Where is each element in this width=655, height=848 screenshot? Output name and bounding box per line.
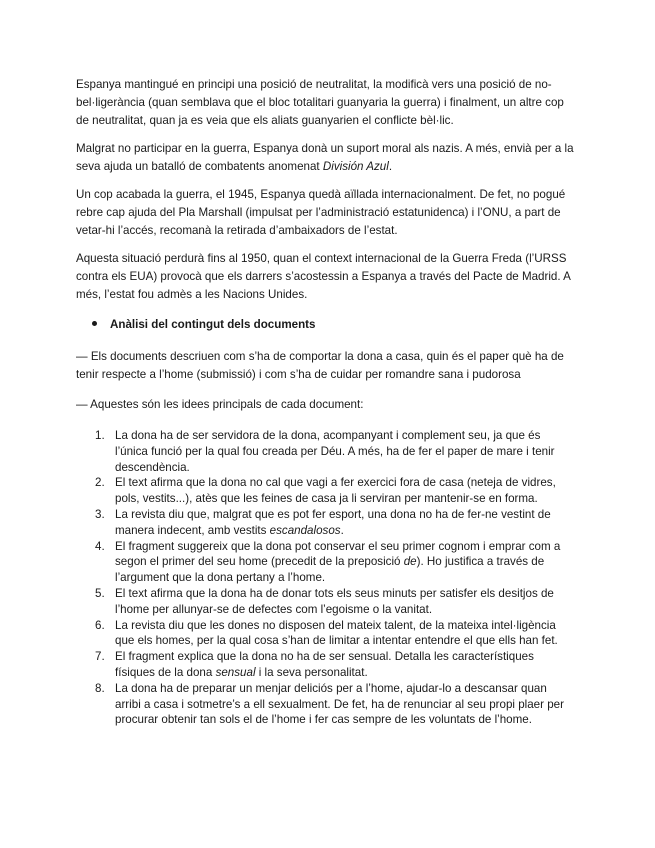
list-item: [95, 618, 575, 650]
list-item: [95, 539, 575, 586]
list-item-text: El fragment explica que la dona no ha de ser sensual. Detalla les característiques físiques de la dona: [115, 650, 534, 679]
list-item-emphasis: sensual: [215, 665, 256, 679]
list-item-number: 2.: [95, 476, 105, 490]
list-item-number: 1.: [95, 429, 105, 442]
list-item: [95, 586, 575, 618]
list-item: [95, 428, 575, 475]
list-item-number: 6.: [95, 618, 105, 632]
list-item-text: La dona ha de preparar un menjar deliciós per a l’home, ajudar-lo a descansar quan arribi a casa i sotmetre’s a ell sexualment. De fet, ha de renunciar al seu propi plaer per procurar obtenir tan sols el de l’home i fer cas sempre de les voluntats de l’home.: [115, 681, 564, 727]
list-item-emphasis: escandalosos: [269, 523, 341, 537]
list-item-number: 5.: [95, 586, 105, 600]
paragraph-neutrality: Espanya mantingué en principi una posició de neutralitat, la modificà vers una posició de no-bel·ligerància (quan semblava que el bloc totalitari guanyaria la guerra) i finalment, un altre cop de neutralitat, quan ja es veia que els aliats guanyarien el conflicte bèl·lic.: [76, 78, 564, 127]
paragraph-end-dot: .: [388, 160, 393, 173]
list-item-text: El fragment suggereix que la dona pot conservar el seu primer cognom i emprar com a segon el primer del seu home (precedit de la preposició: [115, 539, 561, 569]
paragraph-cold-war: Aquesta situació perdurà fins al 1950, quan el context internacional de la Guerra Freda (l’URSS contra els EUA) provocà que els darrers s’acostessin a Espanya a través del Pacte de Madrid. A més, l’estat fou admès a les Nacions Unides.: [76, 252, 571, 301]
list-item-number: 3.: [95, 507, 105, 521]
list-item-text-end: ). Ho justifica a través de l’argument que la dona pertany a l’home.: [115, 555, 545, 585]
list-item-text-end: i la seva personalitat.: [255, 665, 368, 679]
dash-paragraph-intro: — Aquestes són les idees principals de cada document:: [76, 398, 364, 411]
paragraph-support-nazis: [76, 140, 576, 176]
paragraph-support-nazis-text: Malgrat no participar en la guerra, Espanya donà un suport moral als nazis. A més, envià per a la seva ajuda un batalló de combatents anomenat: [76, 142, 574, 173]
list-item: [95, 681, 575, 728]
list-item: [95, 507, 575, 539]
list-item-text: La dona ha de ser servidora de la dona, acompanyant i complement seu, ja que és l’única funció per la qual fou creada per Déu. A més, ha de fer el paper de mare i tenir descendència.: [115, 429, 555, 474]
list-item-text: La revista diu que les dones no disposen del mateix talent, de la mateixa intel·ligència que els homes, per la qual cosa s’han de limitar a intentar entendre el que ells han fet.: [115, 618, 558, 648]
list-item-text: La revista diu que, malgrat que es pot fer esport, una dona no ha de fer-ne vestint de manera indecent, amb vestits: [115, 507, 551, 537]
paragraph-isolation: Un cop acabada la guerra, el 1945, Espanya quedà aïllada internacionalment. De fet, no pogué rebre cap ajuda del Pla Marshall (impulsat per l’administració estatunidenca) i l’ONU, a part de vetar-hi l’accés, recomanà la retirada d’ambaixadors de l’estat.: [76, 188, 566, 237]
section-heading: [92, 316, 316, 334]
dash-paragraph-description: — Els documents descriuen com s’ha de comportar la dona a casa, quin és el paper què ha de tenir respecte a l’home (submissió) i com s’ha de cuidar per romandre sana i pudorosa: [76, 350, 564, 381]
division-azul-term: División Azul: [322, 160, 389, 173]
list-item-number: 7.: [95, 650, 105, 664]
list-item-text: El text afirma que la dona ha de donar tots els seus minuts per satisfer els desitjos de l’home per allunyar-se de defectes com l’egoisme o la vanitat.: [115, 586, 554, 616]
list-item-text-end: .: [340, 523, 344, 537]
list-item-number: 8.: [95, 681, 105, 695]
bullet-icon: [92, 321, 97, 326]
list-item-text: El text afirma que la dona no cal que vagi a fer exercici fora de casa (neteja de vidres, pols, vestits...), atès que les feines de casa ja li serviran per mantenir-se en forma.: [115, 476, 556, 506]
section-heading-text: Anàlisi del contingut dels documents: [110, 318, 316, 331]
ideas-list: [95, 428, 575, 728]
list-item: [95, 649, 575, 681]
list-item-number: 4.: [95, 539, 105, 553]
list-item: [95, 475, 575, 507]
list-item-emphasis: de: [403, 555, 417, 569]
